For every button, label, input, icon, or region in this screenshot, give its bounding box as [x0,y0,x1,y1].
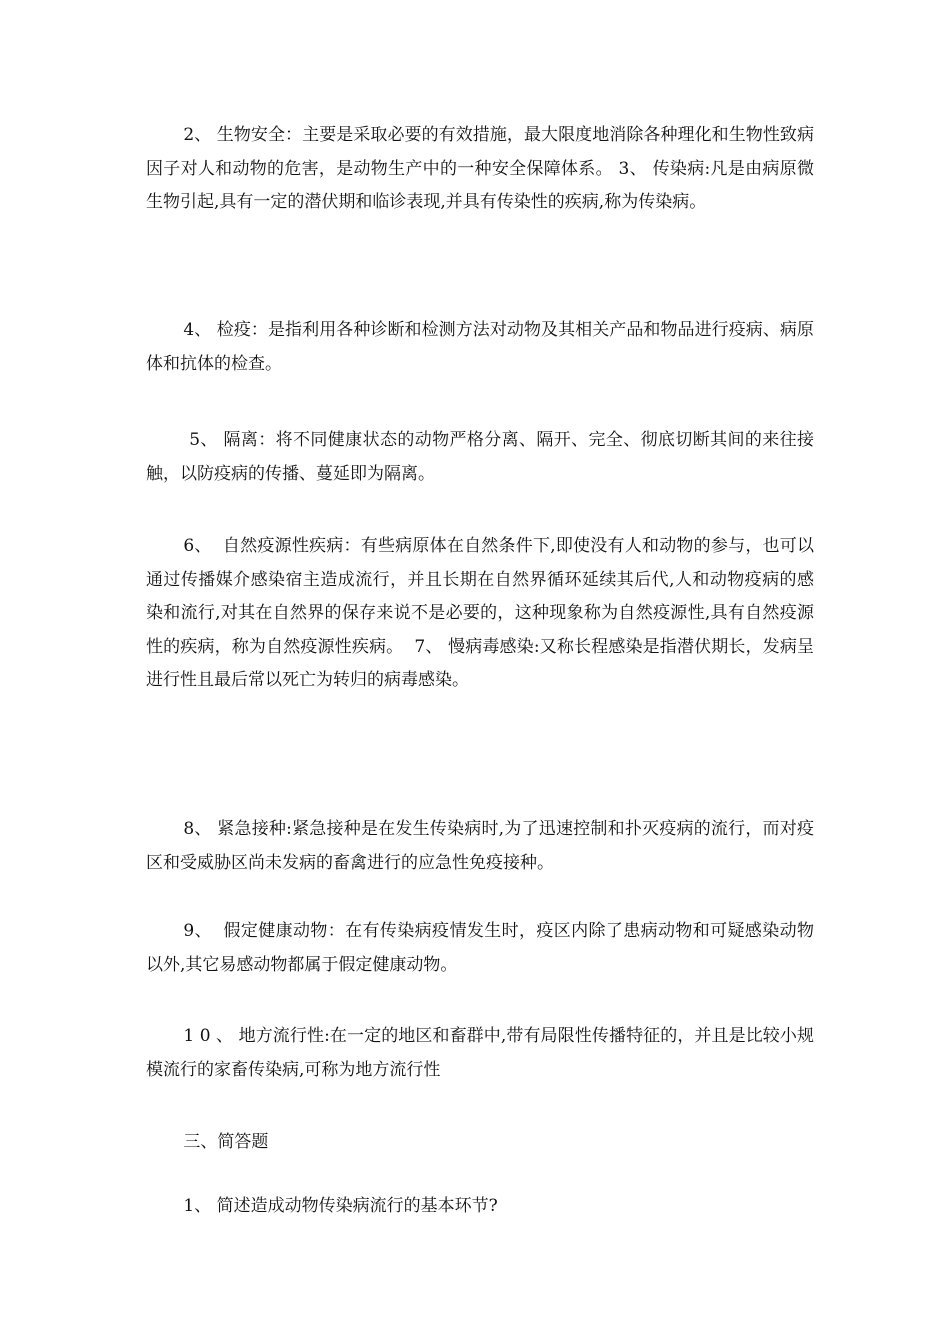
question-item-1: 1、 简述造成动物传染病流行的基本环节? [183,1196,498,1216]
paragraph-presumed-healthy-animals: 9、 假定健康动物：在有传染病疫情发生时，疫区内除了患病动物和可疑感染动物以外,其它易感动物都属于假定健康动物。 [146,921,814,975]
paragraph-biosafety-and-infectious-disease: 2、 生物安全：主要是采取必要的有效措施，最大限度地消除各种理化和生物性致病因子对人和动物的危害，是动物生产中的一种安全保障体系。 3、 传染病:凡是由病原微生物引起,具有一定的潜伏期和临诊表现,并具有传染性的疾病,称为传染病。 [146,125,814,212]
paragraph-endemic: 1 0 、 地方流行性:在一定的地区和畜群中,带有局限性传播特征的，并且是比较小规模流行的家畜传染病,可称为地方流行性 [146,1026,814,1080]
paragraph-quarantine: 4、 检疫：是指利用各种诊断和检测方法对动物及其相关产品和物品进行疫病、病原体和抗体的检查。 [146,320,814,374]
paragraph-natural-focal-disease-and-slow-virus: 6、 自然疫源性疾病：有些病原体在自然条件下,即使没有人和动物的参与，也可以通过传播媒介感染宿主造成流行，并且长期在自然界循环延续其后代,人和动物疫病的感染和流行,对其在自然界的保存来说不是必要的，这种现象称为自然疫源性,具有自然疫源性的疾病，称为自然疫源性疾病。 7、 慢病毒感染:又称长程感染是指潜伏期长，发病呈进行性且最后常以死亡为转归的病毒感染。 [146,536,814,690]
paragraph-emergency-vaccination: 8、 紧急接种:紧急接种是在发生传染病时,为了迅速控制和扑灭疫病的流行，而对疫区和受威胁区尚未发病的畜禽进行的应急性免疫接种。 [146,819,814,873]
section-heading-short-answer: 三、简答题 [183,1132,269,1152]
paragraph-isolation: 5、 隔离：将不同健康状态的动物严格分离、隔开、完全、彻底切断其间的来往接触，以防疫病的传播、蔓延即为隔离。 [146,430,815,484]
